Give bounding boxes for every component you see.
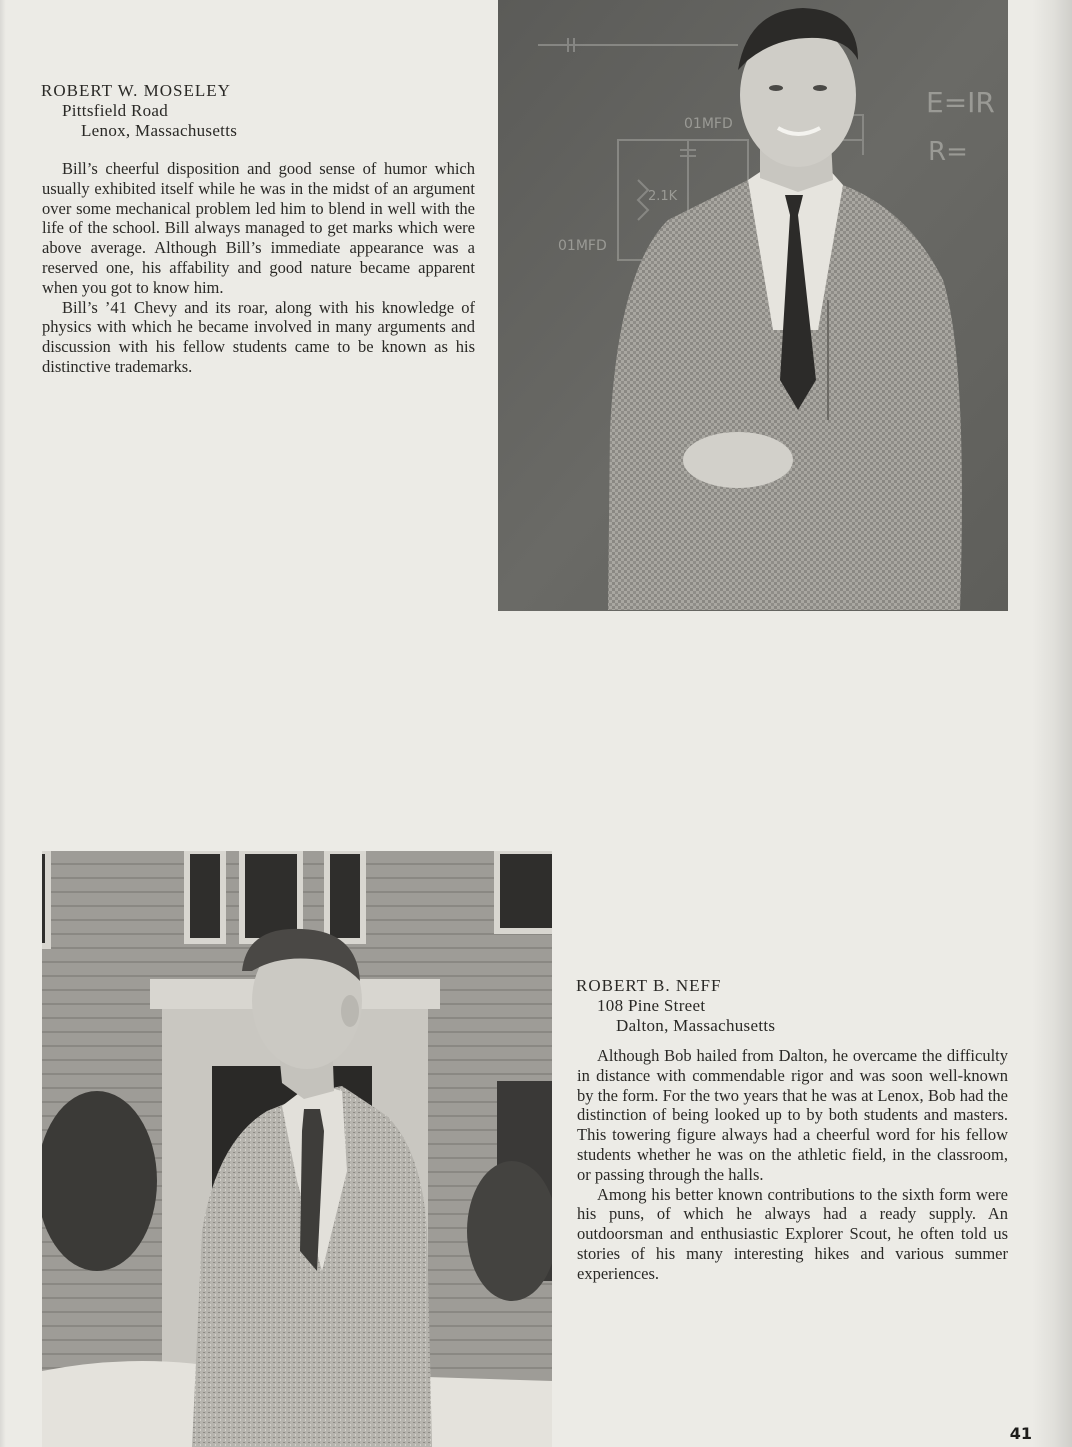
student-name: ROBERT W. MOSELEY [41, 81, 231, 100]
bio-neff [577, 1046, 1008, 1284]
photo-chalkboard-portrait [498, 0, 1008, 611]
page-shadow-left [0, 0, 6, 1447]
student-name: ROBERT B. NEFF [576, 976, 722, 995]
page-number: 41 [1009, 1424, 1032, 1443]
bio-moseley [42, 159, 475, 377]
address-city: Dalton, Massachusetts [616, 1016, 776, 1035]
entry-header-neff [576, 976, 775, 1036]
chalk-text: 2.1K [648, 189, 678, 204]
chalk-text: 01MFD [558, 238, 607, 254]
address-street: Pittsfield Road [62, 101, 169, 120]
chalk-text: R= [928, 137, 968, 167]
bio-paragraph: Among his better known contributions to the sixth form were his puns, of which he always had a ready supply. An outdoorsman and enthusiastic Explorer Scout, he often told us stories of his many interesting hikes and various summer experiences. [577, 1184, 1008, 1283]
portrait-photo-moseley [498, 0, 1008, 611]
chalk-text: E=IR [926, 86, 995, 119]
bio-paragraph: Bill’s ’41 Chevy and its roar, along with his knowledge of physics with which he became involved in many arguments and discussion with his fellow students came to be known as his distinctive trademarks. [42, 297, 475, 376]
photo-outdoor-portrait [42, 851, 552, 1447]
bio-paragraph: Although Bob hailed from Dalton, he overcame the difficulty in distance with commendable rigor and was soon well-known by the form. For the two years that he was at Lenox, Bob had the distinction of being looked up to by both students and masters. This towering figure always had a cheerful word for his fellow students whether he was on the athletic field, in the classroom, or passing through the halls. [577, 1046, 1008, 1184]
bio-paragraph: Bill’s cheerful disposition and good sense of humor which usually exhibited itself while he was in the midst of an argument over some mechanical problem led him to blend in well with the life of the school. Bill always managed to get marks which were above average. Although Bill’s immediate appearance was a reserved one, his affability and good nature became apparent when you got to know him. [42, 159, 475, 297]
page-binding-shadow [1032, 0, 1072, 1447]
address-street: 108 Pine Street [597, 996, 706, 1015]
address-city: Lenox, Massachusetts [81, 121, 238, 140]
portrait-photo-neff [42, 851, 552, 1447]
chalk-text: 01MFD [684, 116, 733, 132]
entry-header-moseley [41, 81, 237, 141]
